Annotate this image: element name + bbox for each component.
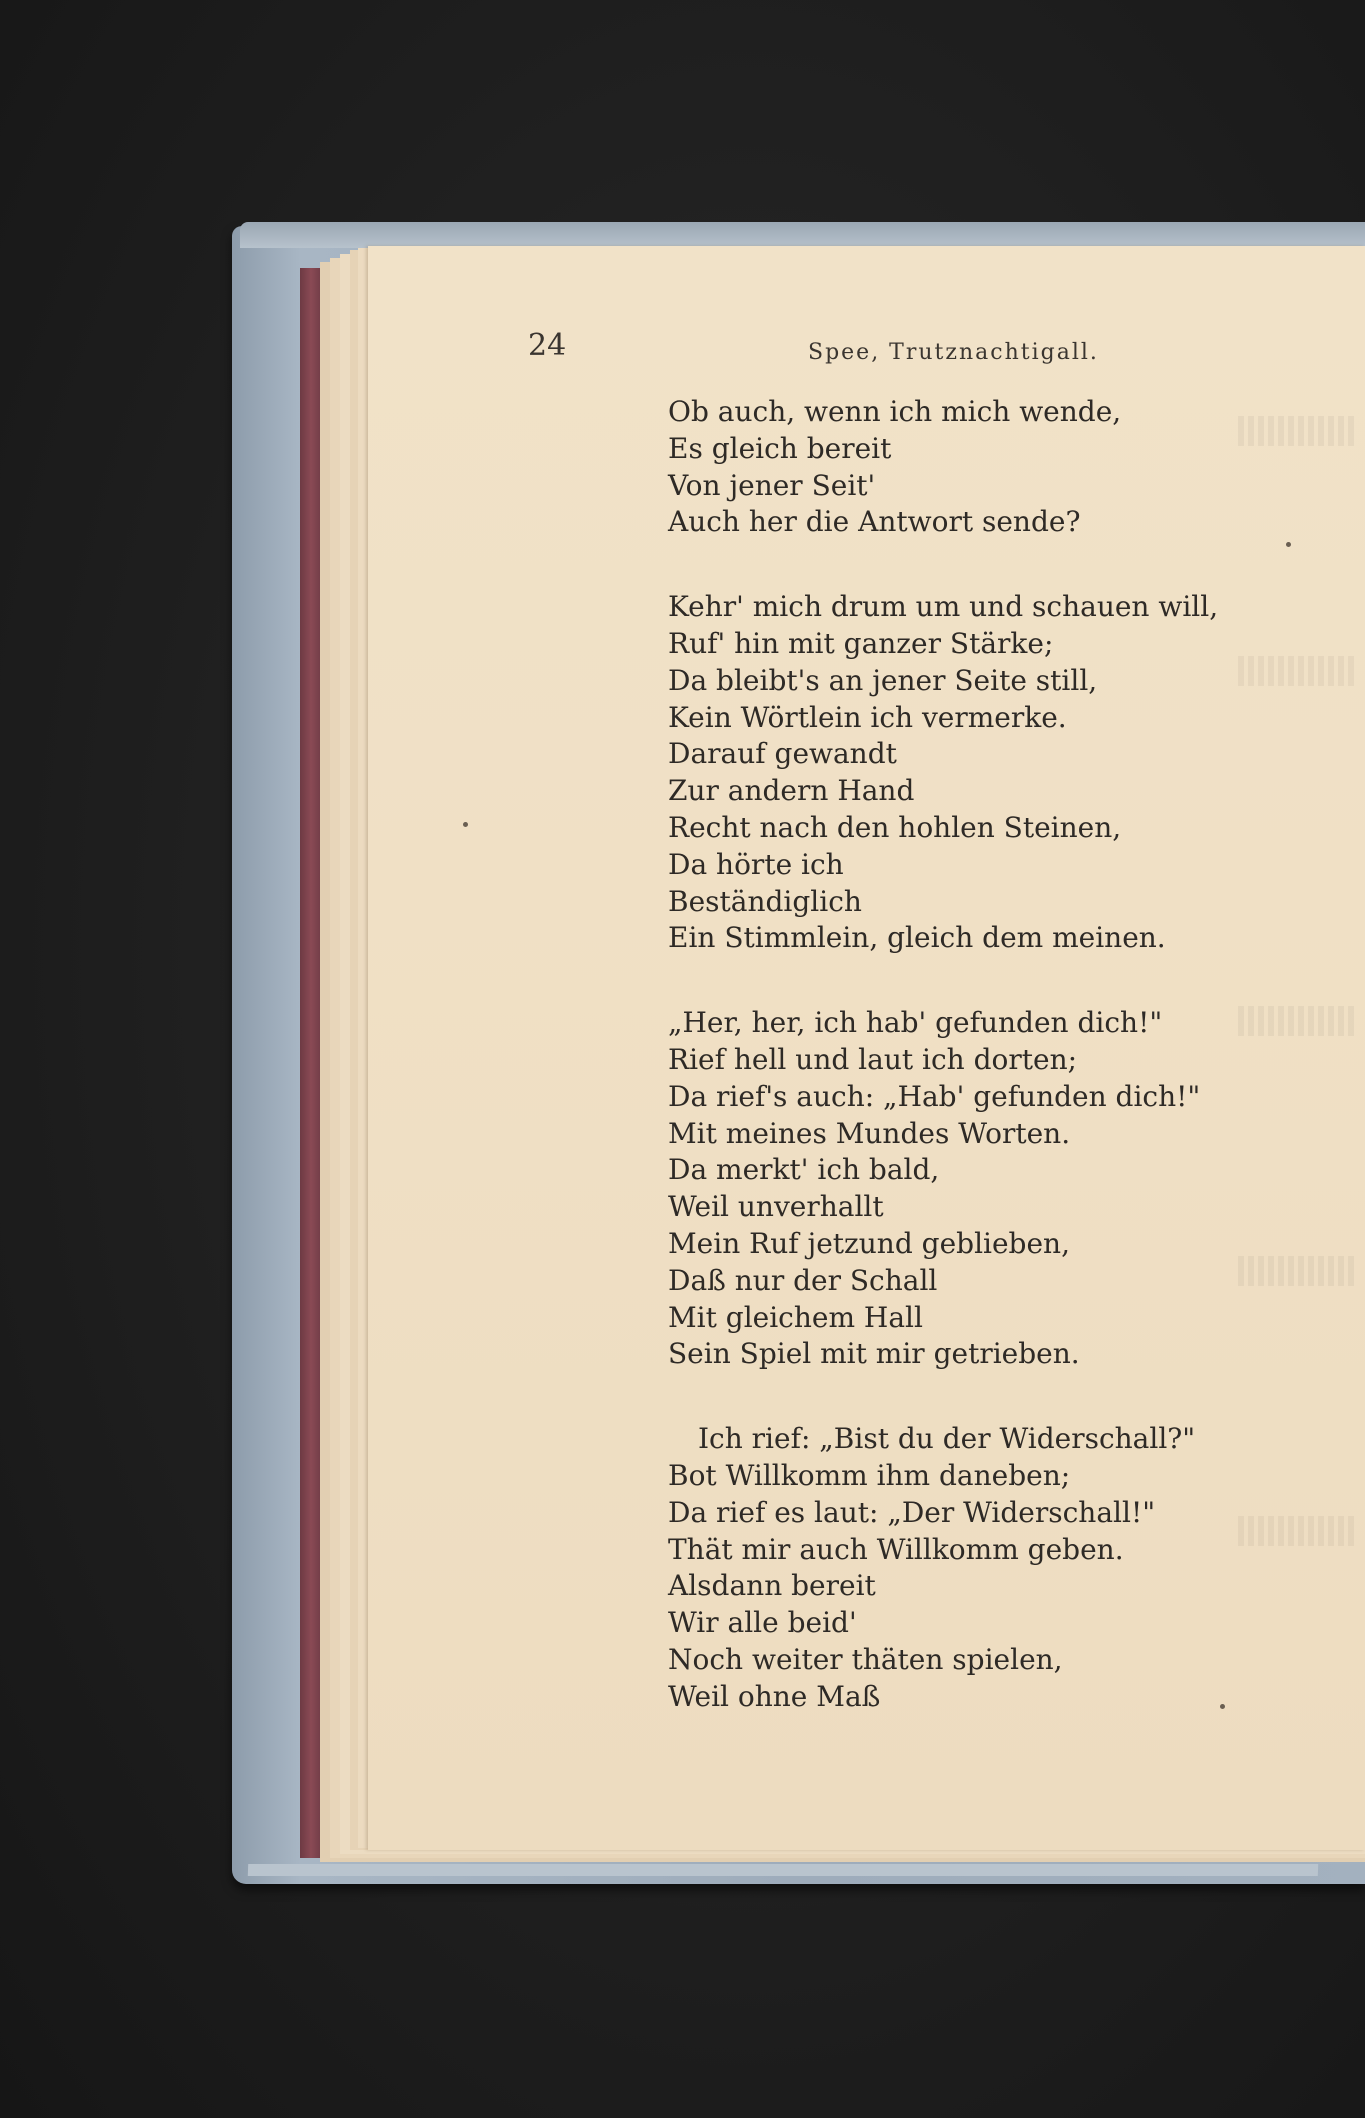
verse-line: Mit meines Mundes Worten. [668, 1116, 1071, 1150]
verse-line: Es gleich bereit [668, 431, 892, 465]
verse-line: Daß nur der Schall [668, 1263, 938, 1297]
verse-line: Da hörte ich [668, 847, 844, 881]
verse-line: Recht nach den hohlen Steinen, [668, 810, 1122, 844]
poem-text [668, 394, 1328, 1764]
verse-line: Ob auch, wenn ich mich wende, [668, 395, 1122, 428]
book-cover-bottom-edge [248, 1864, 1318, 1876]
verse-line: Ich rief: „Bist du der Widerschall?" [698, 1422, 1196, 1456]
verse-line: Ruf' hin mit ganzer Stärke; [668, 626, 1054, 660]
verse-line: Auch her die Antwort sende? [668, 505, 1081, 539]
stanza [668, 589, 1328, 957]
verse-line: Thät mir auch Willkomm geben. [668, 1532, 1124, 1566]
paper-speck [463, 822, 468, 827]
stanza [668, 394, 1328, 541]
verse-line: Von jener Seit' [668, 468, 876, 502]
verse-line: Da merkt' ich bald, [668, 1153, 940, 1187]
verse-line: Weil ohne Maß [668, 1679, 881, 1713]
verse-line: Darauf gewandt [668, 737, 897, 771]
stanza [668, 1421, 1328, 1715]
verse-line: Da rief's auch: „Hab' gefunden dich!" [668, 1079, 1201, 1113]
verse-line: Bot Willkomm ihm daneben; [668, 1458, 1071, 1492]
verse-line: Da rief es laut: „Der Widerschall!" [668, 1495, 1156, 1529]
book-page [368, 246, 1365, 1850]
verse-line: Kein Wörtlein ich vermerke. [668, 700, 1067, 734]
verse-line: Beständiglich [668, 884, 862, 918]
verse-line: „Her, her, ich hab' gefunden dich!" [668, 1006, 1163, 1040]
verse-line: Mit gleichem Hall [668, 1300, 923, 1334]
stanza [668, 1005, 1328, 1373]
verse-line: Kehr' mich drum um und schauen will, [668, 590, 1219, 624]
verse-line: Da bleibt's an jener Seite still, [668, 663, 1098, 697]
verse-line: Alsdann bereit [668, 1569, 876, 1603]
verse-line: Mein Ruf jetzund geblieben, [668, 1226, 1070, 1260]
endpaper-strip [300, 268, 322, 1858]
page-number: 24 [528, 328, 567, 363]
verse-line: Zur andern Hand [668, 774, 915, 808]
book-cover-top-edge [240, 222, 1365, 248]
verse-line: Rief hell und laut ich dorten; [668, 1042, 1078, 1076]
running-head: Spee, Trutznachtigall. [808, 340, 1099, 365]
verse-line: Ein Stimmlein, gleich dem meinen. [668, 921, 1166, 955]
verse-line: Noch weiter thäten spielen, [668, 1642, 1063, 1676]
verse-line: Wir alle beid' [668, 1606, 857, 1640]
verse-line: Sein Spiel mit mir getrieben. [668, 1337, 1080, 1371]
verse-line: Weil unverhallt [668, 1190, 884, 1224]
